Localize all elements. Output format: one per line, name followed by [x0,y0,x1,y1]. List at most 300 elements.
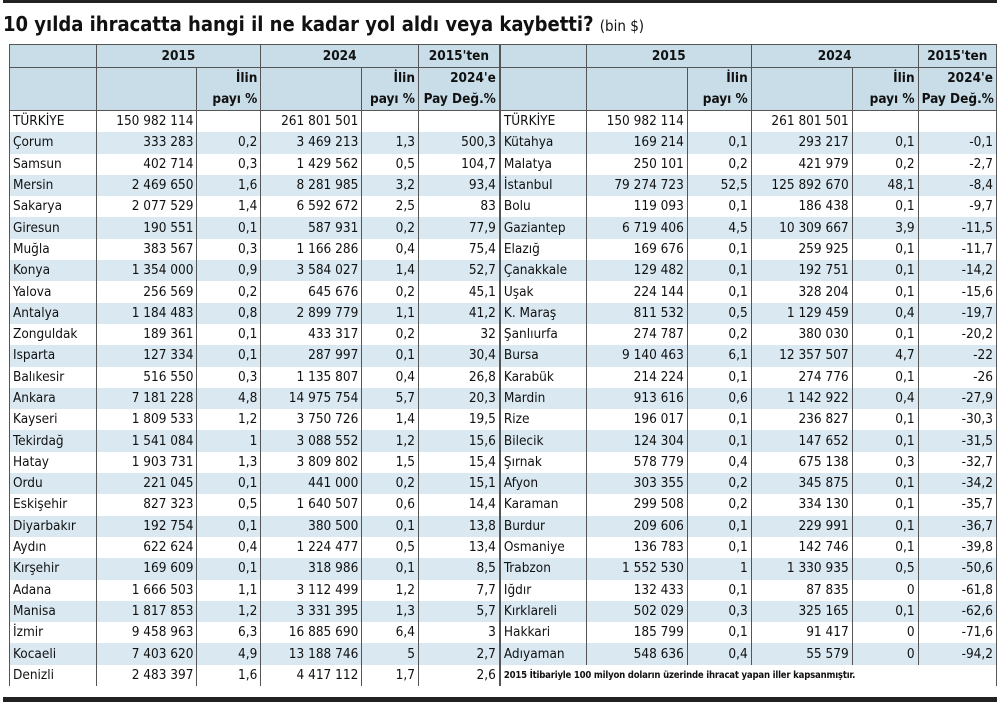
cell-share-change: -11,7 [918,239,996,260]
header-change-l2: 2024'e [418,68,499,89]
cell-share-2015: 0,9 [197,260,261,281]
cell-share-change: -71,6 [918,622,996,643]
cell-share-change: 7,7 [418,580,499,601]
cell-share-change: 3 [418,622,499,643]
cell-value-2015: 256 569 [96,281,197,302]
cell-share-2015: 52,5 [687,175,751,196]
cell-share-change: 75,4 [418,239,499,260]
cell-share-2015: 1,1 [197,580,261,601]
cell-value-2015: 185 799 [586,622,687,643]
cell-value-2015: 1 354 000 [96,260,197,281]
cell-share-2024: 0,1 [852,239,918,260]
footnote: 2015 İtibariyle 100 milyon doların üzerinde ihracat yapan iller kapsanmıştır. [500,665,997,686]
cell-share-change: 52,7 [418,260,499,281]
cell-share-2015: 1,3 [197,452,261,473]
cell-province: Kütahya [500,132,587,153]
cell-share-2024: 0,2 [362,324,419,345]
cell-share-change: -36,7 [918,516,996,537]
cell-share-change: 19,5 [418,409,499,430]
cell-share-2024: 1,3 [362,601,419,622]
cell-value-2015: 1 666 503 [96,580,197,601]
cell-value-2024: 3 809 802 [261,452,362,473]
cell-value-2024: 3 584 027 [261,260,362,281]
cell-value-2015: 136 783 [586,537,687,558]
cell-value-2024: 261 801 501 [261,111,362,133]
cell-province: Zonguldak [10,324,97,345]
cell-share-2015: 0,1 [687,239,751,260]
cell-share-2024: 48,1 [852,175,918,196]
cell-share-2024: 0,6 [362,494,419,515]
cell-share-2015: 4,5 [687,217,751,238]
cell-value-2024: 1 129 459 [751,303,852,324]
cell-share-2015: 0,2 [687,473,751,494]
header-share-l1: İlin [852,68,918,89]
export-table-wrapper [9,44,997,686]
cell-value-2024: 287 997 [261,345,362,366]
header-change-right-l1: 2015'ten [918,45,996,68]
cell-share-2024: 0,1 [852,494,918,515]
cell-share-2015: 0,1 [197,473,261,494]
cell-value-2015: 913 616 [586,388,687,409]
cell-value-2015: 502 029 [586,601,687,622]
export-table [9,44,997,686]
table-row [10,409,997,430]
cell-value-2024: 13 188 746 [261,643,362,664]
cell-share-2024: 1,4 [362,409,419,430]
cell-value-2024: 4 417 112 [261,665,362,686]
cell-province: Hakkari [500,622,587,643]
cell-value-2015: 190 551 [96,217,197,238]
cell-share-2015: 0,1 [687,196,751,217]
table-header [10,45,997,111]
cell-share-change: -14,2 [918,260,996,281]
cell-value-2024: 380 030 [751,324,852,345]
table-row [10,580,997,601]
cell-value-2015: 1 903 731 [96,452,197,473]
cell-value-2024: 229 991 [751,516,852,537]
cell-share-change: 104,7 [418,154,499,175]
cell-province: Karabük [500,367,587,388]
header-share-l2: payı % [852,88,918,111]
cell-share-2024: 0,1 [852,473,918,494]
cell-share-2024: 5 [362,643,419,664]
cell-share-2024: 0 [852,580,918,601]
cell-share-change: -32,7 [918,452,996,473]
cell-share-2024: 1,7 [362,665,419,686]
cell-value-2015: 127 334 [96,345,197,366]
cell-value-2024: 1 429 562 [261,154,362,175]
cell-province: Burdur [500,516,587,537]
cell-province: Samsun [10,154,97,175]
cell-share-change: -39,8 [918,537,996,558]
cell-share-2024: 0,1 [362,516,419,537]
cell-value-2015: 383 567 [96,239,197,260]
cell-value-2024: 3 331 395 [261,601,362,622]
cell-value-2015: 169 676 [586,239,687,260]
cell-share-change: -19,7 [918,303,996,324]
cell-share-change: -8,4 [918,175,996,196]
cell-share-2024: 0,5 [362,154,419,175]
cell-share-2015: 0,1 [687,516,751,537]
cell-share-2024: 3,9 [852,217,918,238]
cell-value-2015: 129 482 [586,260,687,281]
table-row [10,622,997,643]
cell-share-change: 45,1 [418,281,499,302]
cell-share-2015: 4,9 [197,643,261,664]
cell-share-2024: 0,1 [852,516,918,537]
cell-share-2024: 0,5 [362,537,419,558]
cell-share-change: 14,4 [418,494,499,515]
cell-value-2015: 299 508 [586,494,687,515]
cell-share-2024: 0,1 [852,260,918,281]
table-row [10,537,997,558]
cell-share-2015: 0,1 [687,367,751,388]
cell-share-2024: 1,4 [362,260,419,281]
cell-province: Bolu [500,196,587,217]
header-change-left-l1: 2015'ten [418,45,499,68]
cell-value-2024: 3 112 499 [261,580,362,601]
cell-share-change: -62,6 [918,601,996,622]
cell-province: Mardin [500,388,587,409]
cell-value-2024: 2 899 779 [261,303,362,324]
cell-share-2024: 0,2 [362,473,419,494]
cell-value-2015: 303 355 [586,473,687,494]
cell-value-2024: 236 827 [751,409,852,430]
cell-share-change: 8,5 [418,558,499,579]
cell-value-2024: 1 142 922 [751,388,852,409]
cell-share-change: 30,4 [418,345,499,366]
cell-share-change: 26,8 [418,367,499,388]
cell-share-2015: 0,1 [687,132,751,153]
cell-share-change: 83 [418,196,499,217]
cell-province: Denizli [10,665,97,686]
cell-value-2024: 6 592 672 [261,196,362,217]
cell-share-2024: 0,5 [852,558,918,579]
cell-share-change: -26 [918,367,996,388]
cell-value-2015: 2 077 529 [96,196,197,217]
cell-value-2015: 1 817 853 [96,601,197,622]
cell-province: Tekirdağ [10,430,97,451]
cell-value-2024: 147 652 [751,430,852,451]
header-year-2015-left: 2015 [96,45,261,68]
cell-value-2015: 209 606 [586,516,687,537]
cell-value-2015: 192 754 [96,516,197,537]
cell-province: Kırşehir [10,558,97,579]
cell-value-2015: 2 469 650 [96,175,197,196]
cell-value-2015: 214 224 [586,367,687,388]
cell-value-2015: 827 323 [96,494,197,515]
cell-value-2015: 9 458 963 [96,622,197,643]
table-row [10,494,997,515]
cell-value-2024: 421 979 [751,154,852,175]
cell-value-2015: 548 636 [586,643,687,664]
cell-share-change: 41,2 [418,303,499,324]
cell-share-change [918,111,996,133]
cell-value-2024: 334 130 [751,494,852,515]
cell-value-2015: 9 140 463 [586,345,687,366]
cell-share-change: -0,1 [918,132,996,153]
cell-value-2015: 169 214 [586,132,687,153]
cell-share-2024: 5,7 [362,388,419,409]
cell-province: Rize [500,409,587,430]
cell-value-2024: 1 135 807 [261,367,362,388]
cell-value-2024: 14 975 754 [261,388,362,409]
cell-share-2015: 0,1 [197,558,261,579]
cell-value-2015: 189 361 [96,324,197,345]
cell-share-2024: 0,1 [852,324,918,345]
cell-province: Şırnak [500,452,587,473]
cell-province: Karaman [500,494,587,515]
cell-province: İzmir [10,622,97,643]
table-row [10,175,997,196]
cell-share-2024: 0,1 [852,196,918,217]
cell-share-change: 13,4 [418,537,499,558]
cell-share-2015: 0,1 [197,217,261,238]
table-row [10,132,997,153]
table-row [10,601,997,622]
cell-share-2015: 1,2 [197,409,261,430]
cell-share-change: 32 [418,324,499,345]
cell-share-change: 5,7 [418,601,499,622]
cell-province: Yalova [10,281,97,302]
cell-share-2024 [852,111,918,133]
cell-share-2015: 0,4 [197,537,261,558]
cell-value-2015: 250 101 [586,154,687,175]
cell-province: Adana [10,580,97,601]
cell-value-2024: 1 640 507 [261,494,362,515]
table-row [10,196,997,217]
cell-share-2015: 0,2 [197,132,261,153]
cell-share-change: -34,2 [918,473,996,494]
cell-share-2015: 0,1 [687,537,751,558]
cell-share-2024: 3,2 [362,175,419,196]
cell-value-2024: 441 000 [261,473,362,494]
table-row [10,111,997,133]
cell-share-2015: 0,6 [687,388,751,409]
cell-value-2024: 87 835 [751,580,852,601]
cell-share-2024: 0,4 [852,303,918,324]
cell-value-2024: 325 165 [751,601,852,622]
cell-share-2015: 0,1 [687,580,751,601]
header-share-l2: payı % [197,88,261,111]
cell-share-2024: 0 [852,643,918,664]
cell-share-2024: 4,7 [852,345,918,366]
cell-share-change: -94,2 [918,643,996,664]
cell-value-2024: 345 875 [751,473,852,494]
cell-value-2024: 125 892 670 [751,175,852,196]
cell-province: Hatay [10,452,97,473]
cell-province: K. Maraş [500,303,587,324]
cell-value-2015: 402 714 [96,154,197,175]
cell-share-2015: 1,6 [197,175,261,196]
cell-value-2015: 811 532 [586,303,687,324]
cell-share-2015: 0,1 [197,324,261,345]
header-year-2024-right: 2024 [751,45,918,68]
cell-value-2024: 142 746 [751,537,852,558]
cell-value-2024: 1 330 935 [751,558,852,579]
table-row [10,665,997,686]
cell-value-2015: 169 609 [96,558,197,579]
cell-value-2024: 328 204 [751,281,852,302]
cell-province: Iğdır [500,580,587,601]
cell-province: Isparta [10,345,97,366]
cell-value-2015: 196 017 [586,409,687,430]
cell-share-2015: 0,3 [197,239,261,260]
table-row [10,367,997,388]
cell-share-2015: 0,4 [687,643,751,664]
cell-value-2024: 12 357 507 [751,345,852,366]
table-row [10,430,997,451]
cell-value-2015: 516 550 [96,367,197,388]
cell-share-2015: 1 [197,430,261,451]
cell-value-2024: 274 776 [751,367,852,388]
cell-share-2015: 0,5 [197,494,261,515]
cell-share-change: -20,2 [918,324,996,345]
cell-value-2015: 578 779 [586,452,687,473]
cell-province: Adıyaman [500,643,587,664]
cell-share-2024: 0,2 [362,281,419,302]
cell-share-2015: 0,1 [687,409,751,430]
cell-province: Osmaniye [500,537,587,558]
cell-share-2024: 0,3 [852,452,918,473]
cell-province: Malatya [500,154,587,175]
cell-share-2024: 2,5 [362,196,419,217]
cell-value-2015: 1 541 084 [96,430,197,451]
top-rule [3,0,997,3]
bottom-rule [3,697,997,702]
title-text: 10 yılda ihracatta hangi il ne kadar yol aldı veya kaybetti? [3,12,594,36]
cell-province: Manisa [10,601,97,622]
cell-value-2024: 259 925 [751,239,852,260]
cell-share-2015: 6,3 [197,622,261,643]
cell-province: Elazığ [500,239,587,260]
cell-share-2024: 1,3 [362,132,419,153]
cell-value-2015: 274 787 [586,324,687,345]
cell-province: Aydın [10,537,97,558]
cell-share-2015: 1,2 [197,601,261,622]
table-row [10,324,997,345]
cell-province: Çanakkale [500,260,587,281]
cell-value-2015: 150 982 114 [586,111,687,133]
cell-value-2024: 8 281 985 [261,175,362,196]
cell-value-2024: 55 579 [751,643,852,664]
cell-province: Konya [10,260,97,281]
table-row [10,303,997,324]
header-year-2015-right: 2015 [586,45,751,68]
cell-share-2024 [362,111,419,133]
cell-share-change: 15,4 [418,452,499,473]
cell-value-2024: 10 309 667 [751,217,852,238]
cell-value-2024: 91 417 [751,622,852,643]
cell-share-2024: 0,1 [852,537,918,558]
cell-share-2024: 6,4 [362,622,419,643]
cell-share-change: -22 [918,345,996,366]
cell-share-2015: 0,2 [197,281,261,302]
cell-share-change: 13,8 [418,516,499,537]
cell-province: Kırklareli [500,601,587,622]
cell-province: Mersin [10,175,97,196]
header-share-l1: İlin [687,68,751,89]
cell-share-change [418,111,499,133]
cell-share-change: -27,9 [918,388,996,409]
cell-value-2015: 6 719 406 [586,217,687,238]
cell-value-2024: 587 931 [261,217,362,238]
cell-share-2024: 0,4 [362,367,419,388]
cell-value-2024: 192 751 [751,260,852,281]
cell-share-2015: 0,1 [687,260,751,281]
cell-province: Bilecik [500,430,587,451]
table-row [10,154,997,175]
header-share-l1: İlin [362,68,419,89]
cell-province: Gaziantep [500,217,587,238]
cell-share-change: -9,7 [918,196,996,217]
cell-province: TÜRKİYE [10,111,97,133]
header-share-l2: payı % [362,88,419,111]
table-row [10,558,997,579]
cell-province: Diyarbakır [10,516,97,537]
cell-share-change: 20,3 [418,388,499,409]
header-change-l3: Pay Değ.% [418,88,499,111]
cell-share-2024: 0,1 [852,430,918,451]
cell-share-change: -30,3 [918,409,996,430]
table-row [10,452,997,473]
cell-value-2015: 1 552 530 [586,558,687,579]
cell-value-2024: 3 750 726 [261,409,362,430]
cell-province: Antalya [10,303,97,324]
table-row [10,388,997,409]
cell-share-change: -31,5 [918,430,996,451]
cell-share-2024: 0,1 [852,132,918,153]
cell-value-2024: 645 676 [261,281,362,302]
header-change-l3: Pay Değ.% [918,88,996,111]
cell-value-2024: 3 088 552 [261,430,362,451]
cell-share-2024: 1,5 [362,452,419,473]
cell-share-2015: 0,3 [687,601,751,622]
cell-value-2015: 622 624 [96,537,197,558]
cell-value-2024: 293 217 [751,132,852,153]
cell-share-2024: 0,1 [852,367,918,388]
cell-share-2015: 0,2 [687,324,751,345]
header-empty [10,45,97,68]
table-row [10,217,997,238]
cell-share-2015: 0,1 [197,516,261,537]
cell-share-2024: 0,1 [852,601,918,622]
cell-value-2015: 224 144 [586,281,687,302]
cell-share-2015 [197,111,261,133]
cell-value-2015: 221 045 [96,473,197,494]
cell-share-2024: 1,2 [362,430,419,451]
table-row [10,643,997,664]
cell-value-2015: 1 184 483 [96,303,197,324]
cell-value-2015: 2 483 397 [96,665,197,686]
cell-province: Şanlıurfa [500,324,587,345]
table-row [10,516,997,537]
cell-share-2015: 1,4 [197,196,261,217]
cell-share-2024: 0,1 [362,345,419,366]
cell-province: Afyon [500,473,587,494]
cell-share-change: 15,6 [418,430,499,451]
cell-province: Kocaeli [10,643,97,664]
header-empty [500,45,587,68]
cell-share-change: -61,8 [918,580,996,601]
table-row [10,345,997,366]
cell-value-2024: 16 885 690 [261,622,362,643]
cell-share-2015: 0,4 [687,452,751,473]
cell-province: Giresun [10,217,97,238]
cell-province: Eskişehir [10,494,97,515]
cell-share-2024: 0,1 [852,409,918,430]
header-year-2024-left: 2024 [261,45,419,68]
